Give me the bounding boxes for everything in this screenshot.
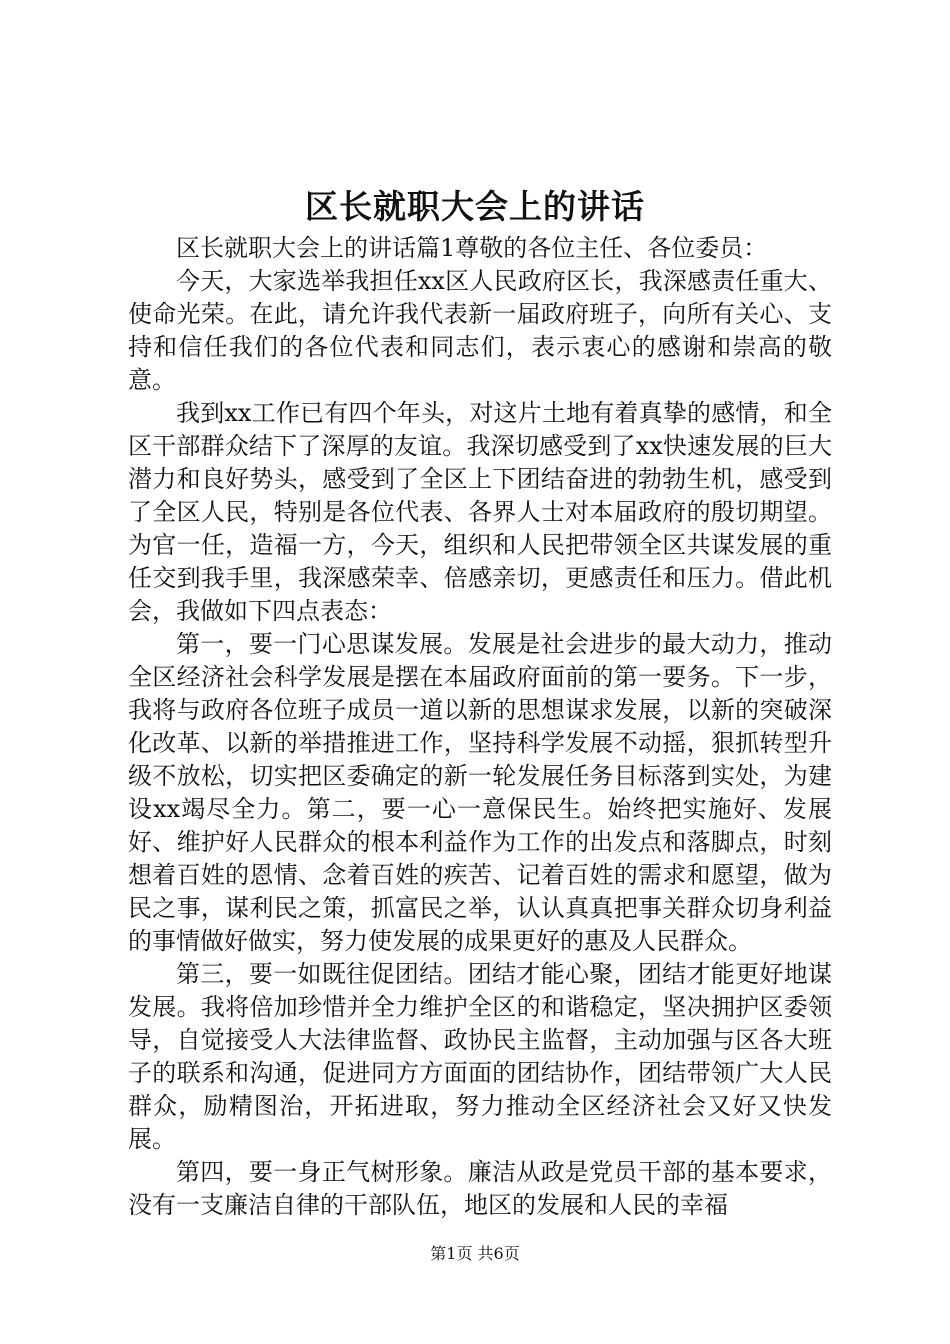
- paragraph-point-three: 第三，要一如既往促团结。团结才能心聚，团结才能更好地谋发展。我将倍加珍惜并全力维护全区的和谐稳定，坚决拥护区委领导，自觉接受人大法律监督、政协民主监督，主动加强与区各大班子的联系和沟通，促进同方方面面的团结协作，团结带领广大人民群众，励精图治，开拓进取，努力推动全区经济社会又好又快发展。: [128, 960, 832, 1153]
- page-number-footer: 第1页 共6页: [430, 1244, 520, 1263]
- document-body: [128, 232, 832, 1222]
- paragraph-point-four: 第四，要一身正气树形象。廉洁从政是党员干部的基本要求，没有一支廉洁自律的干部队伍，地区的发展和人民的幸福: [128, 1158, 832, 1219]
- paragraph-opening: 今天，大家选举我担任xx区人民政府区长，我深感责任重大、使命光荣。在此，请允许我代表新一届政府班子，向所有关心、支持和信任我们的各位代表和同志们，表示衷心的感谢和崇高的敬意。: [128, 267, 832, 394]
- paragraph-point-one-two: 第一，要一门心思谋发展。发展是社会进步的最大动力，推动全区经济社会科学发展是摆在本届政府面前的第一要务。下一步，我将与政府各位班子成员一道以新的思想谋求发展，以新的突破深化改革、以新的举措推进工作，坚持科学发展不动摇，狠抓转型升级不放松，切实把区委确定的新一轮发展任务目标落到实处，为建设xx竭尽全力。第二，要一心一意保民生。始终把实施好、发展好、维护好人民群众的根本利益作为工作的出发点和落脚点，时刻想着百姓的恩情、念着百姓的疾苦、记着百姓的需求和愿望，做为民之事，谋利民之策，抓富民之举，认认真真把事关群众切身利益的事情做好做实，努力使发展的成果更好的惠及人民群众。: [128, 630, 832, 955]
- paragraph-background: 我到xx工作已有四个年头，对这片土地有着真挚的感情，和全区干部群众结下了深厚的友谊。我深切感受到了xx快速发展的巨大潜力和良好势头，感受到了全区上下团结奋进的勃勃生机，感受到了全区人民，特别是各位代表、各界人士对本届政府的殷切期望。为官一任，造福一方，今天，组织和人民把带领全区共谋发展的重任交到我手里，我深感荣幸、倍感亲切，更感责任和压力。借此机会，我做如下四点表态：: [128, 399, 832, 625]
- paragraph-salutation: 区长就职大会上的讲话篇1尊敬的各位主任、各位委员：: [176, 234, 768, 262]
- document-title: 区长就职大会上的讲话: [305, 187, 645, 226]
